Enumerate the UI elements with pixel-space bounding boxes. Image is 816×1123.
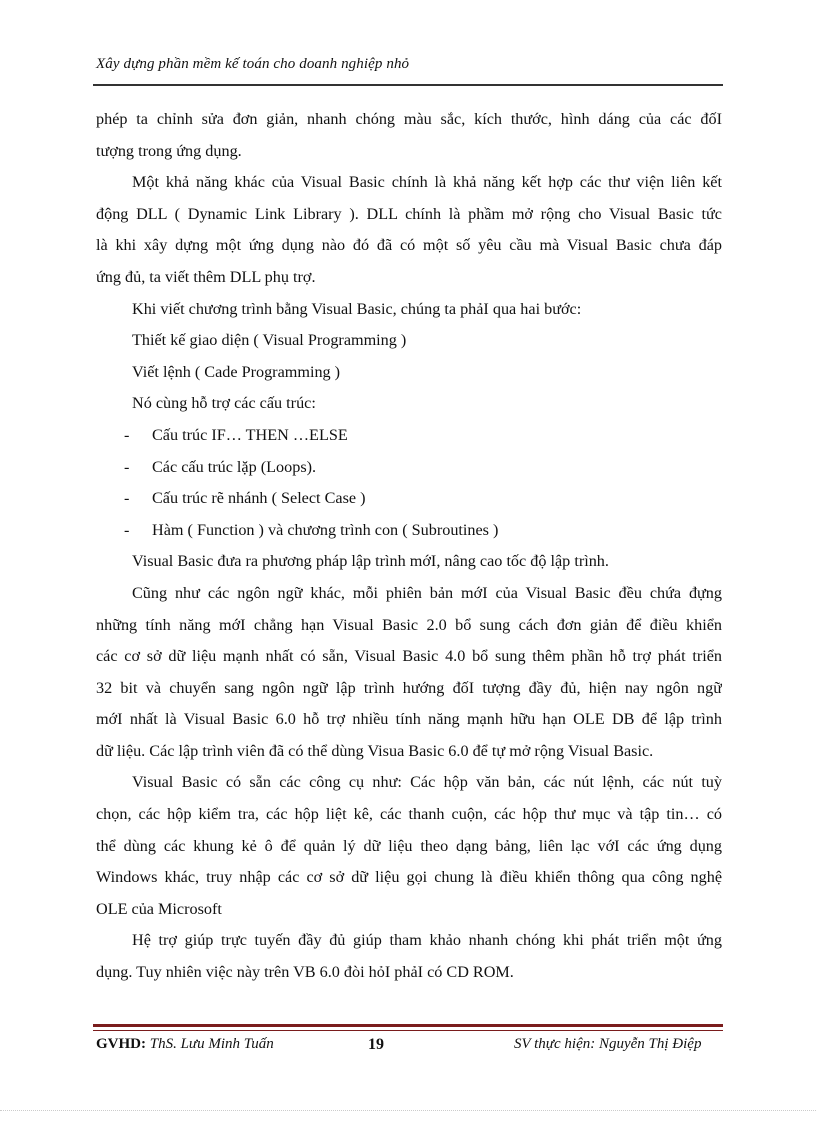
bullet-text: Hàm ( Function ) và chương trình con ( Subroutines ): [152, 520, 499, 539]
paragraph-line: là khi xây dựng một ứng dụng nào đó đã có một số yêu cầu mà Visual Basic chưa đáp: [96, 236, 722, 255]
bullet-text: Các cấu trúc lặp (Loops).: [152, 457, 317, 476]
paragraph-line: thể dùng các khung kẻ ô để quản lý dữ liệu theo dạng bảng, liên lạc vớI các ứng dụng: [96, 836, 722, 855]
paragraph-line: động DLL ( Dynamic Link Library ). DLL chính là phầm mở rộng cho Visual Basic tức: [96, 204, 722, 223]
footer-student: SV thực hiện: Nguyễn Thị Điệp: [514, 1036, 702, 1052]
bullet-dash: -: [124, 425, 130, 444]
header-title: Xây dựng phần mềm kế toán cho doanh nghiệp nhỏ: [96, 56, 410, 72]
bullet-item: [96, 515, 722, 547]
bullet-text: Cấu trúc IF… THEN …ELSE: [152, 425, 348, 444]
bullet-item: [96, 452, 722, 484]
paragraph-line: các cơ sở dữ liệu mạnh nhất có sẵn, Visual Basic 4.0 bổ sung thêm phần hỗ trợ phát triển: [96, 647, 722, 666]
paragraph-line: chọn, các hộp kiểm tra, các hộp liệt kê, các thanh cuộn, các hộp thư mục và tập tin… có: [96, 805, 722, 824]
paragraph-line: Windows khác, truy nhập các cơ sở dữ liệu gọi chung là điều khiển thông qua công nghệ: [96, 868, 722, 887]
paragraph-line: những tính năng mớI chẳng hạn Visual Basic 2.0 bổ sung cách đơn giản để điều khiển: [96, 615, 722, 634]
paragraph-line: mớI nhất là Visual Basic 6.0 hỗ trợ nhiều tính năng mạnh hữu hạn OLE DB để lập trình: [96, 710, 722, 729]
page-edge-divider: [0, 1110, 816, 1111]
supervisor-name: ThS. Lưu Minh Tuấn: [149, 1036, 274, 1052]
paragraph-line: phép ta chỉnh sửa đơn giản, nhanh chóng màu sắc, kích thước, hình dáng của các đốI: [96, 110, 722, 128]
bullet-text: Cấu trúc rẽ nhánh ( Select Case ): [152, 489, 366, 508]
supervisor-label: GVHD:: [96, 1036, 146, 1052]
paragraph-line: Nó cùng hỗ trợ các cấu trúc:: [132, 394, 316, 413]
bullet-item: [96, 420, 722, 452]
document-body: [96, 104, 722, 989]
paragraph-line: Một khả năng khác của Visual Basic chính là khả năng kết hợp các thư viện liên kết: [132, 173, 722, 192]
footer-rule-thin: [93, 1030, 723, 1031]
paragraph-line: Visual Basic đưa ra phương pháp lập trình mớI, nâng cao tốc độ lập trình.: [132, 552, 609, 571]
page-number: 19: [368, 1036, 384, 1053]
paragraph-line: Thiết kế giao diện ( Visual Programming ): [132, 331, 407, 350]
footer-rule-thick: [93, 1024, 723, 1027]
paragraph-line: 32 bit và chuyển sang ngôn ngữ lập trình hướng đốI tượng đầy đủ, hiện nay ngôn ngữ: [96, 678, 722, 697]
paragraph-line: ứng đủ, ta viết thêm DLL phụ trợ.: [96, 267, 316, 286]
bullet-dash: -: [124, 520, 130, 539]
paragraph-line: tượng trong ứng dụng.: [96, 141, 242, 160]
bullet-dash: -: [124, 489, 130, 508]
paragraph-line: dữ liệu. Các lập trình viên đã có thể dùng Visua Basic 6.0 để tự mở rộng Visual Basic.: [96, 741, 654, 760]
paragraph-line: Khi viết chương trình bằng Visual Basic, chúng ta phảI qua hai bước:: [132, 299, 582, 318]
header-rule: [93, 84, 723, 86]
paragraph-line: Hệ trợ giúp trực tuyến đầy đủ giúp tham khảo nhanh chóng khi phát triển một ứng: [132, 931, 722, 950]
paragraph-line: Visual Basic có sẵn các công cụ như: Các hộp văn bản, các nút lệnh, các nút tuỳ: [132, 773, 722, 792]
paragraph-line: OLE của Microsoft: [96, 899, 222, 918]
bullet-item: [96, 483, 722, 515]
footer-supervisor: [96, 1036, 274, 1053]
paragraph-line: Viết lệnh ( Cade Programming ): [132, 362, 341, 381]
bullet-dash: -: [124, 457, 130, 476]
paragraph-line: dụng. Tuy nhiên việc này trên VB 6.0 đòi hỏI phảI có CD ROM.: [96, 963, 514, 982]
paragraph-line: Cũng như các ngôn ngữ khác, mỗi phiên bản mớI của Visual Basic đều chứa đựng: [132, 583, 722, 602]
